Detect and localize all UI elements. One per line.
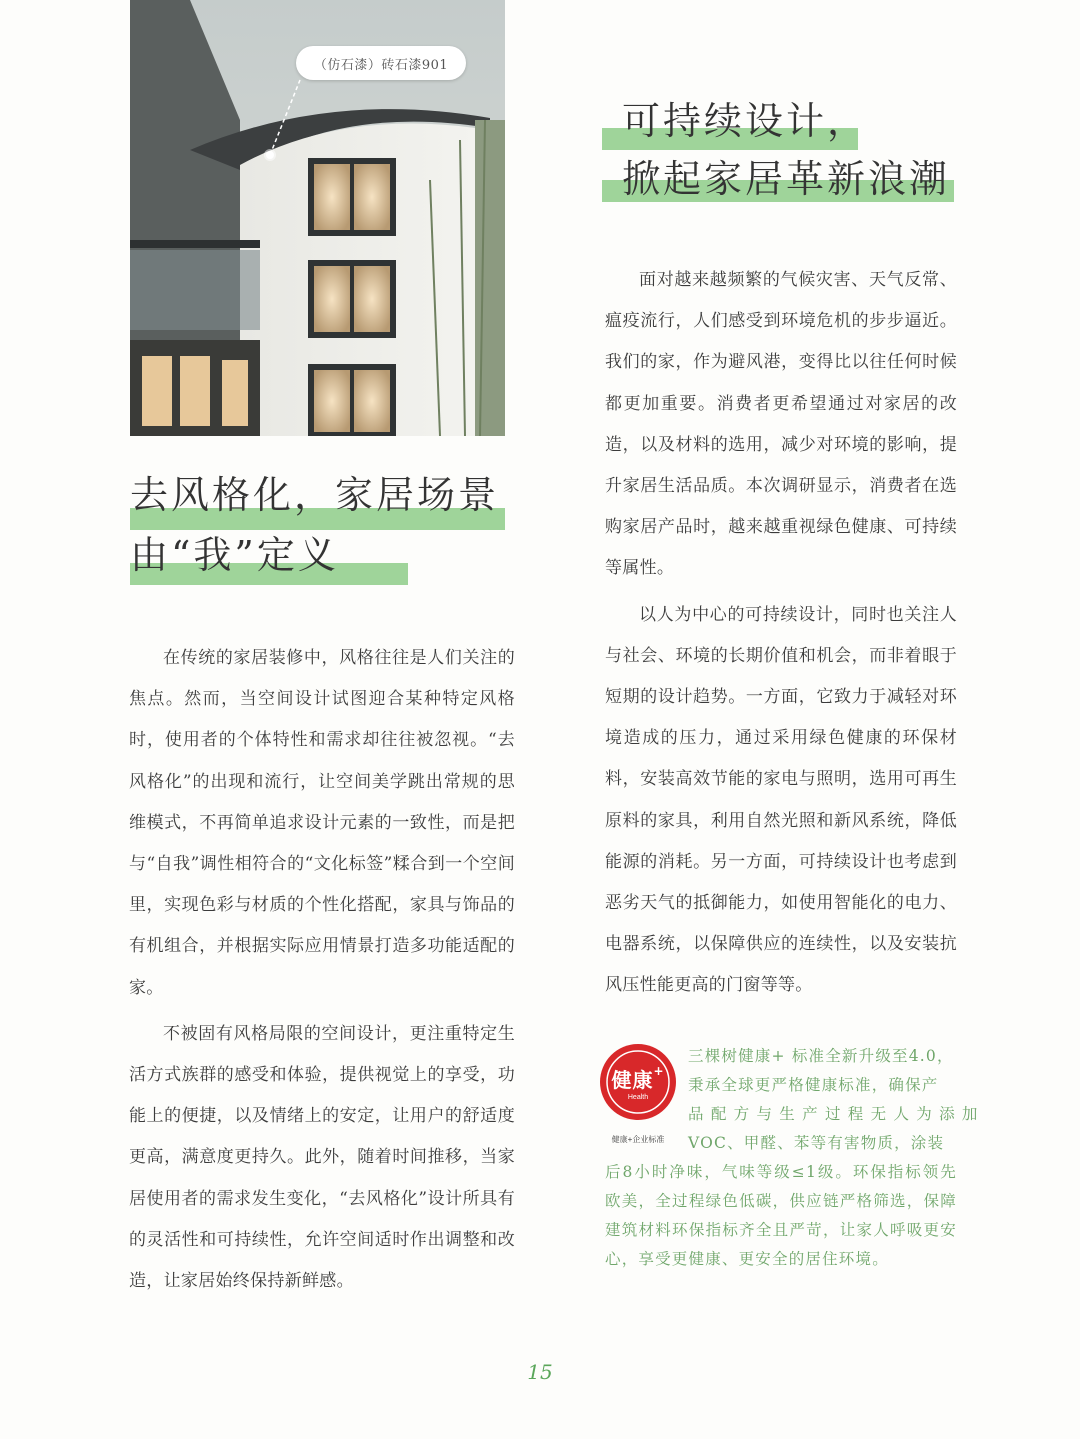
left-paragraph-2: 不被固有风格局限的空间设计，更注重特定生活方式族群的感受和体验，提供视觉上的享受，功能上的便捷，以及情绪上的安定，让用户的舒适度更高，满意度更持久。此外，随着时间推移，当家居使用者的需求发生变化，“去风格化”设计所具有的灵活性和可持续性，允许空间适时作出调整和改造，让家居始终保持新鲜感。 — [129, 1023, 515, 1292]
badge-sub-text: Health — [627, 1094, 649, 1101]
note-line-3: 品 配 方 与 生 产 过 程 无 人 为 添 加 — [688, 1105, 979, 1123]
left-body — [129, 638, 515, 1302]
badge-plus: + — [653, 1064, 665, 1078]
right-heading-line2: 掀起家居革新浪潮 — [622, 157, 951, 201]
note-line-2: 秉承全球更严格健康标准，确保产 — [688, 1076, 939, 1094]
right-paragraph-1: 面对越来越频繁的气候灾害、天气反常、瘟疫流行，人们感受到环境危机的步步逼近。我们的家，作为避风港，变得比以往任何时候都更加重要。消费者更希望通过对家居的改造，以及材料的选用，减少对环境的影响，提升家居生活品质。本次调研显示，消费者在选购家居产品时，越来越重视绿色健康、可持续等属性。 — [605, 270, 957, 579]
badge-main-text: 健康 — [611, 1068, 654, 1092]
badge-caption: 健康+企业标准 — [611, 1135, 665, 1144]
health-badge — [598, 1042, 678, 1152]
right-body — [605, 260, 957, 1007]
right-heading-line1: 可持续设计， — [622, 99, 869, 143]
note-lines — [688, 1042, 1008, 1158]
note-rest: 后8小时净味，气味等级≤1级。环保指标领先欧美，全过程绿色低碳，供应链严格筛选，保障建筑材料环保指标齐全且严苛，让家人呼吸更安心，享受更健康、更安全的居住环境。 — [605, 1163, 957, 1268]
left-heading-line2: 由“我”定义 — [130, 533, 339, 577]
right-paragraph-2: 以人为中心的可持续设计，同时也关注人与社会、环境的长期价值和机会，而非着眼于短期的设计趋势。一方面，它致力于减轻对环境造成的压力，通过采用绿色健康的环保材料，安装高效节能的家电与照明，选用可再生原料的家具，利用自然光照和新风系统，降低能源的消耗。另一方面，可持续设计也考虑到恶劣天气的抵御能力，如使用智能化的电力、电器系统，以保障供应的连续性，以及安装抗风压性能更高的门窗等等。 — [605, 604, 957, 996]
note-line-4: VOC、甲醛、苯等有害物质，涂装 — [688, 1134, 945, 1152]
callout-dot — [266, 151, 274, 159]
material-tag: （仿石漆）砖石漆901 — [296, 46, 466, 80]
page-number: 15 — [527, 1360, 553, 1384]
note-line-1: 三棵树健康+ 标准全新升级至4.0， — [688, 1047, 954, 1065]
left-heading-line1: 去风格化，家居场景 — [130, 473, 500, 517]
left-paragraph-1: 在传统的家居装修中，风格往往是人们关注的焦点。然而，当空间设计试图迎合某种特定风格时，使用者的个体特性和需求却往往被忽视。“去风格化”的出现和流行，让空间美学跳出常规的思维模式，不再简单追求设计元素的一致性，而是把与“自我”调性相符合的“文化标签”糅合到一个空间里，实现色彩与材质的个性化搭配，家具与饰品的有机组合，并根据实际应用情景打造多功能适配的家。 — [129, 648, 515, 998]
